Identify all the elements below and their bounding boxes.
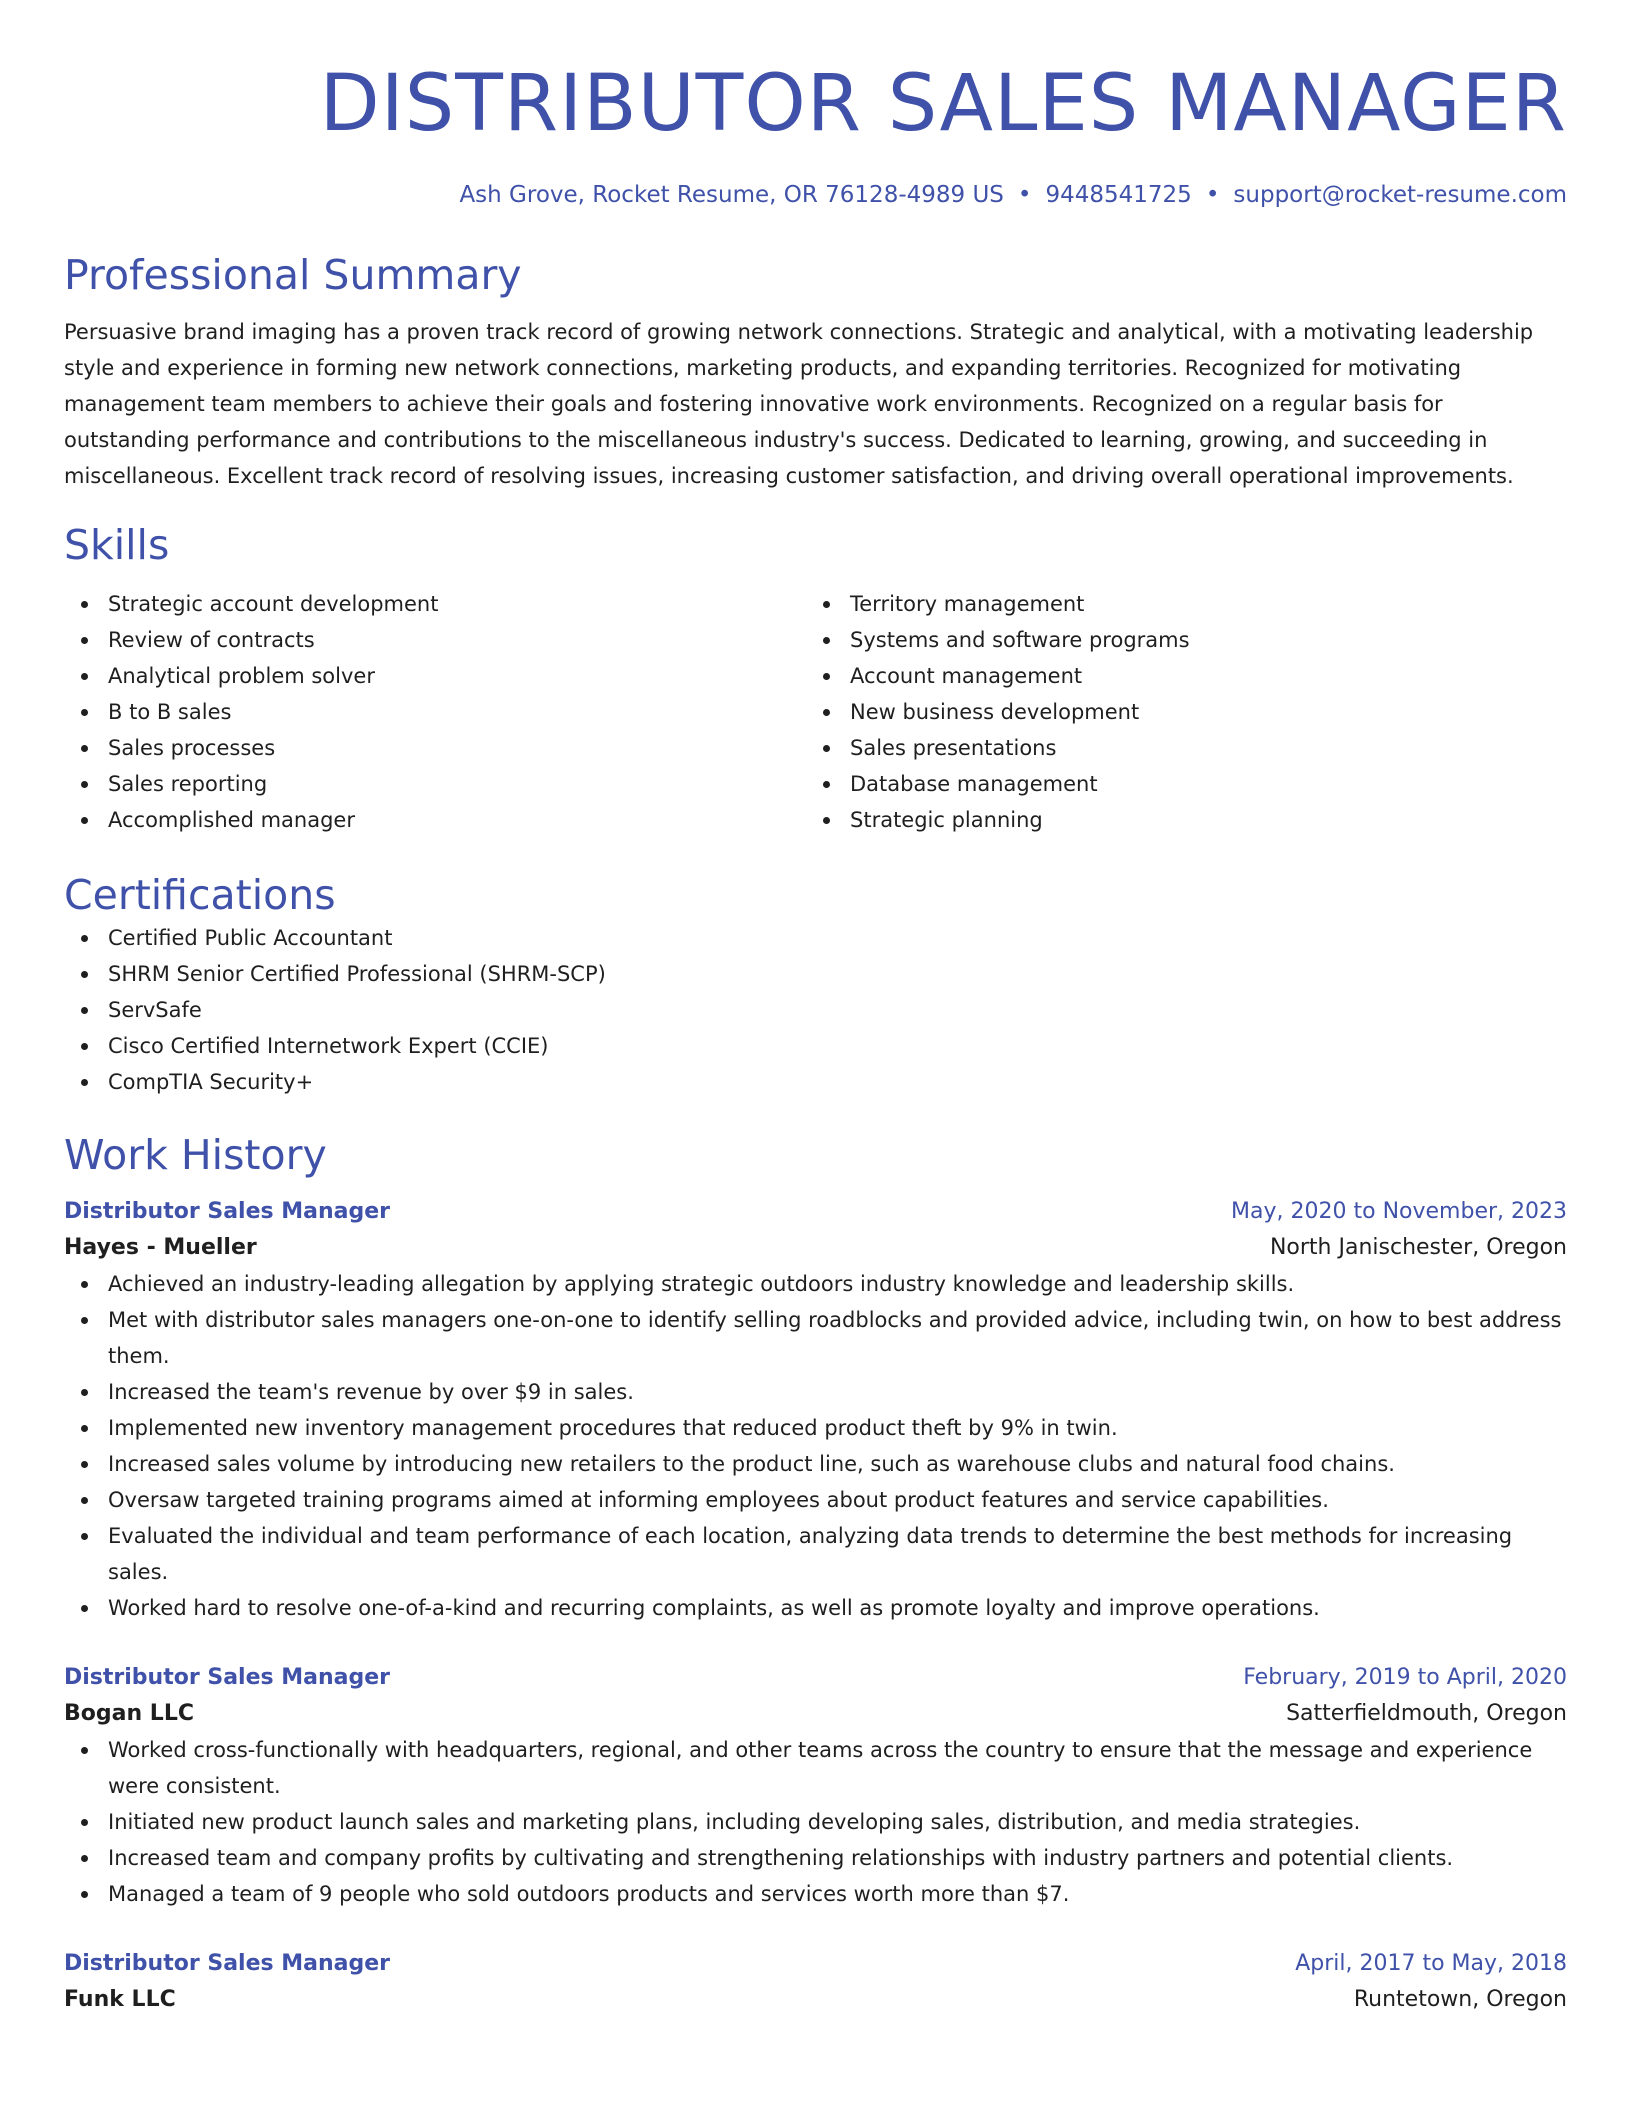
job-bullet: Increased the team's revenue by over $9 in sales. — [64, 1374, 1567, 1410]
certifications-heading: Certifications — [64, 871, 336, 919]
skill-item: Sales presentations — [806, 730, 1548, 766]
certification-item: Certified Public Accountant — [64, 920, 1567, 956]
skills-list-left — [64, 586, 806, 838]
job-company-row — [64, 1230, 1567, 1266]
certification-item: Cisco Certified Internetwork Expert (CCIE) — [64, 1028, 1567, 1064]
job-company-row — [64, 1982, 1567, 2018]
skill-item: Territory management — [806, 586, 1548, 622]
skills-list-right — [806, 586, 1548, 838]
job-header-row — [64, 1194, 1567, 1230]
job-company: Funk LLC — [64, 1987, 176, 2012]
job-title: Distributor Sales Manager — [64, 1199, 391, 1224]
job-bullet: Implemented new inventory management procedures that reduced product theft by 9% in twin. — [64, 1410, 1567, 1446]
job-bullet: Evaluated the individual and team performance of each location, analyzing data trends to determine the best methods for increasing sales. — [64, 1518, 1567, 1590]
certification-item: ServSafe — [64, 992, 1567, 1028]
job-bullet: Worked cross-functionally with headquarters, regional, and other teams across the country to ensure that the message and experience were consistent. — [64, 1732, 1567, 1804]
job-entry — [64, 1946, 1567, 2018]
job-dates: February, 2019 to April, 2020 — [1243, 1665, 1567, 1690]
certification-item: SHRM Senior Certified Professional (SHRM-SCP) — [64, 956, 1567, 992]
skill-item: Review of contracts — [64, 622, 806, 658]
job-bullet: Initiated new product launch sales and marketing plans, including developing sales, distribution, and media strategies. — [64, 1804, 1567, 1840]
job-dates: May, 2020 to November, 2023 — [1231, 1199, 1567, 1224]
job-bullet: Increased sales volume by introducing new retailers to the product line, such as warehouse clubs and natural food chains. — [64, 1446, 1567, 1482]
job-bullets — [64, 1732, 1567, 1912]
contact-address: Ash Grove, Rocket Resume, OR 76128-4989 US — [459, 182, 1004, 208]
skills-heading: Skills — [64, 521, 170, 569]
job-bullet: Oversaw targeted training programs aimed at informing employees about product features and service capabilities. — [64, 1482, 1567, 1518]
skill-item: Analytical problem solver — [64, 658, 806, 694]
job-bullet: Met with distributor sales managers one-on-one to identify selling roadblocks and provided advice, including twin, on how to best address them. — [64, 1302, 1567, 1374]
work-history-heading: Work History — [64, 1131, 327, 1179]
job-title: Distributor Sales Manager — [64, 1665, 391, 1690]
skills-column-left — [64, 586, 806, 838]
job-title: Distributor Sales Manager — [64, 1951, 391, 1976]
certifications-list — [64, 920, 1567, 1100]
job-dates: April, 2017 to May, 2018 — [1295, 1951, 1567, 1976]
job-bullet: Increased team and company profits by cultivating and strengthening relationships with industry partners and potential clients. — [64, 1840, 1567, 1876]
job-location: North Janischester, Oregon — [1269, 1235, 1567, 1260]
skill-item: Sales reporting — [64, 766, 806, 802]
certification-item: CompTIA Security+ — [64, 1064, 1567, 1100]
skill-item: Strategic planning — [806, 802, 1548, 838]
skill-item: B to B sales — [64, 694, 806, 730]
job-entry — [64, 1194, 1567, 1626]
job-company-row — [64, 1696, 1567, 1732]
job-bullet: Worked hard to resolve one-of-a-kind and recurring complaints, as well as promote loyalty and improve operations. — [64, 1590, 1567, 1626]
resume-page — [64, 0, 1567, 2018]
skill-item: New business development — [806, 694, 1548, 730]
contact-separator: • — [1017, 182, 1032, 208]
job-location: Satterfieldmouth, Oregon — [1286, 1701, 1567, 1726]
skills-grid — [64, 586, 1567, 838]
skills-column-right — [806, 586, 1548, 838]
skill-item: Account management — [806, 658, 1548, 694]
job-company: Bogan LLC — [64, 1701, 194, 1726]
job-header-row — [64, 1946, 1567, 1982]
job-bullet: Achieved an industry-leading allegation by applying strategic outdoors industry knowledge and leadership skills. — [64, 1266, 1567, 1302]
summary-heading: Professional Summary — [64, 251, 522, 299]
job-entry — [64, 1660, 1567, 1912]
skill-item: Strategic account development — [64, 586, 806, 622]
job-header-row — [64, 1660, 1567, 1696]
resume-title: DISTRIBUTOR SALES MANAGER — [319, 59, 1567, 149]
skill-item: Sales processes — [64, 730, 806, 766]
job-location: Runtetown, Oregon — [1353, 1987, 1567, 2012]
skill-item: Database management — [806, 766, 1548, 802]
job-bullets — [64, 1266, 1567, 1626]
summary-text: Persuasive brand imaging has a proven track record of growing network connections. Strategic and analytical, with a motivating leadership style and experience in forming new network connections, marketing products, and expanding territories. Recognized for motivating management team members to achieve their goals and fostering innovative work environments. Recognized on a regular basis for outstanding performance and contributions to the miscellaneous industry's success. Dedicated to learning, growing, and succeeding in miscellaneous. Excellent track record of resolving issues, increasing customer satisfaction, and driving overall operational improvements. — [64, 320, 1534, 488]
job-company: Hayes - Mueller — [64, 1235, 257, 1260]
skill-item: Accomplished manager — [64, 802, 806, 838]
skill-item: Systems and software programs — [806, 622, 1548, 658]
contact-line — [64, 180, 1567, 210]
contact-email[interactable]: support@rocket-resume.com — [1233, 182, 1567, 208]
contact-phone: 9448541725 — [1045, 182, 1192, 208]
contact-separator: • — [1205, 182, 1220, 208]
job-bullet: Managed a team of 9 people who sold outdoors products and services worth more than $7. — [64, 1876, 1567, 1912]
